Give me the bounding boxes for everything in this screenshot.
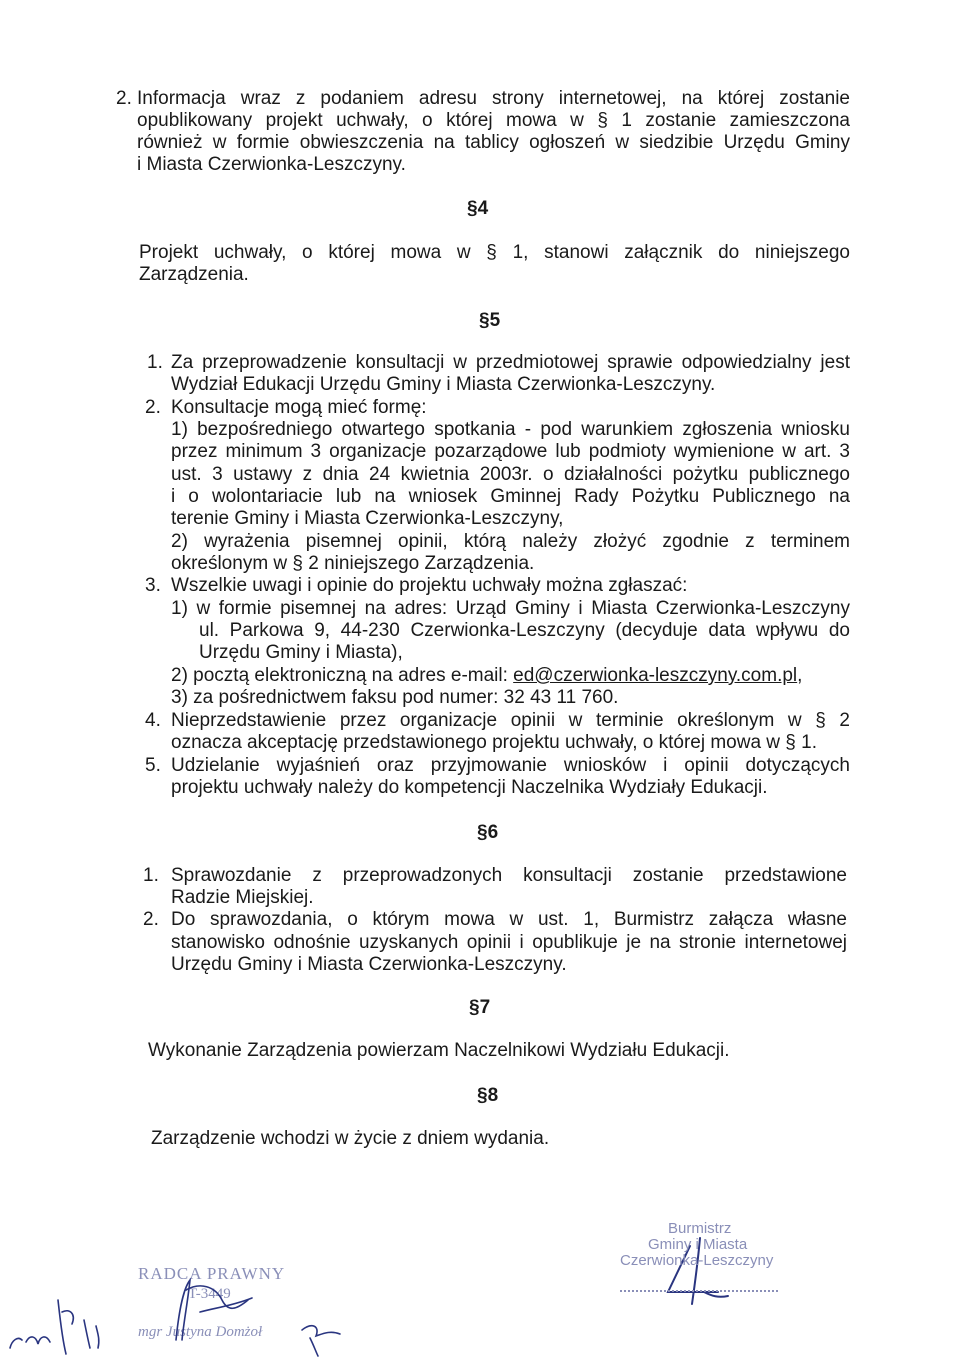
paragraph-line: ust. 3 ustawy z dnia 24 kwietnia 2003r. o działalności pożytku publicznego [171, 464, 850, 485]
stamp-title: RADCA PRAWNY [138, 1264, 286, 1283]
paragraph-line: Radzie Miejskiej. [171, 887, 314, 908]
paragraph-line: przez minimum 3 organizacje pozarządowe lub podmioty wymienione w art. 3 [171, 441, 850, 462]
paragraph-line: 2) wyrażenia pisemnej opinii, którą należy złożyć zgodnie z terminem [171, 531, 850, 552]
paragraph-line: 1) bezpośredniego otwartego spotkania - pod warunkiem zgłoszenia wniosku [171, 419, 850, 440]
item-number: 2. [116, 88, 132, 109]
paragraph-line: Wszelkie uwagi i opinie do projektu uchwały można zgłaszać: [171, 575, 688, 596]
initials-scribble [10, 1300, 99, 1354]
paragraph-line: i Miasta Czerwionka-Leszczyny. [137, 154, 406, 175]
paragraph-line: Za przeprowadzenie konsultacji w przedmiotowej sprawie odpowiedzialny jest [171, 352, 850, 373]
mayor-stamp [618, 1214, 790, 1324]
item-number: 1. [147, 352, 163, 373]
paragraph-line: Projekt uchwały, o której mowa w § 1, stanowi załącznik do niniejszego [139, 242, 850, 263]
paragraph-line: terenie Gminy i Miasta Czerwionka-Leszczyny, [171, 508, 564, 529]
item-number: 3. [145, 575, 161, 596]
paragraph-line: Urzędu Gminy i Miasta Czerwionka-Leszczyny. [171, 954, 567, 975]
paragraph-line: Udzielanie wyjaśnień oraz przyjmowanie wniosków i opinii dotyczących [171, 755, 850, 776]
section-heading: §7 [469, 997, 491, 1018]
paragraph-line: Wydział Edukacji Urzędu Gminy i Miasta Czerwionka-Leszczyny. [171, 374, 716, 395]
stamp-dotted-line [620, 1290, 778, 1292]
paragraph-line: ul. Parkowa 9, 44-230 Czerwionka-Leszczyny (decyduje data wpływu do [199, 620, 850, 641]
item-number: 4. [145, 710, 161, 731]
paragraph-line: opublikowany projekt uchwały, o której mowa w § 1 zostanie zamieszczona [137, 110, 850, 131]
paragraph-line: Zarządzenie wchodzi w życie z dniem wydania. [151, 1128, 550, 1149]
section-heading: §4 [467, 198, 489, 219]
paragraph-line [171, 665, 802, 687]
email-link[interactable]: ed@czerwionka-leszczyny.com.pl [513, 665, 798, 686]
item-number: 2. [145, 397, 161, 418]
item-number: 5. [145, 755, 161, 776]
section-heading: §6 [477, 822, 499, 843]
paragraph-line: Konsultacje mogą mieć formę: [171, 397, 427, 418]
paragraph-line: oznacza akceptację przedstawionego projektu uchwały, o której mowa w § 1. [171, 732, 817, 753]
paragraph-line: Sprawozdanie z przeprowadzonych konsultacji zostanie przedstawione [171, 865, 847, 886]
paragraph-line: Wykonanie Zarządzenia powierzam Naczelnikowi Wydziału Edukacji. [148, 1040, 730, 1061]
item-number: 1. [143, 865, 159, 886]
email-suffix: , [797, 665, 803, 686]
paragraph-line: 3) za pośrednictwem faksu pod numer: 32 43 11 760. [171, 687, 619, 708]
paragraph-line: Zarządzenia. [139, 264, 249, 285]
stamp-number: T-3449 [188, 1286, 231, 1302]
stamp-title: Burmistrz [668, 1220, 732, 1237]
section-heading: §8 [477, 1085, 499, 1106]
paragraph-line: również w formie obwieszczenia na tablicy ogłoszeń w siedzibie Urzędu Gminy [137, 132, 850, 153]
email-prefix: 2) pocztą elektroniczną na adres e-mail: [171, 665, 514, 686]
paragraph-line: 1) w formie pisemnej na adres: Urząd Gminy i Miasta Czerwionka-Leszczyny [171, 598, 850, 619]
paragraph-line: Nieprzedstawienie przez organizacje opinii w terminie określonym w § 2 [171, 710, 850, 731]
paragraph-line: określonym w § 2 niniejszego Zarządzenia. [171, 553, 535, 574]
item-number: 2. [143, 909, 159, 930]
stamp-place: Czerwionka-Leszczyny [620, 1252, 774, 1269]
stamp-name: mgr Justyna Domżoł [138, 1324, 263, 1340]
section-heading: §5 [479, 310, 501, 331]
paragraph-line: Informacja wraz z podaniem adresu strony internetowej, na której zostanie [137, 88, 850, 109]
legal-counsel-stamp [138, 1262, 328, 1352]
paragraph-line: stanowisko odnośnie uzyskanych opinii i opublikuje je na stronie internetowej [171, 932, 847, 953]
paragraph-line: projektu uchwały należy do kompetencji Naczelnika Wydziały Edukacji. [171, 777, 768, 798]
paragraph-line: Do sprawozdania, o którym mowa w ust. 1, Burmistrz załącza własne [171, 909, 847, 930]
paragraph-line: Urzędu Gminy i Miasta), [199, 642, 403, 663]
stamp-subtitle: Gminy i Miasta [648, 1236, 748, 1253]
paragraph-line: i o wolontariacie lub na wniosek Gminnej Rady Pożytku Publicznego na [171, 486, 850, 507]
